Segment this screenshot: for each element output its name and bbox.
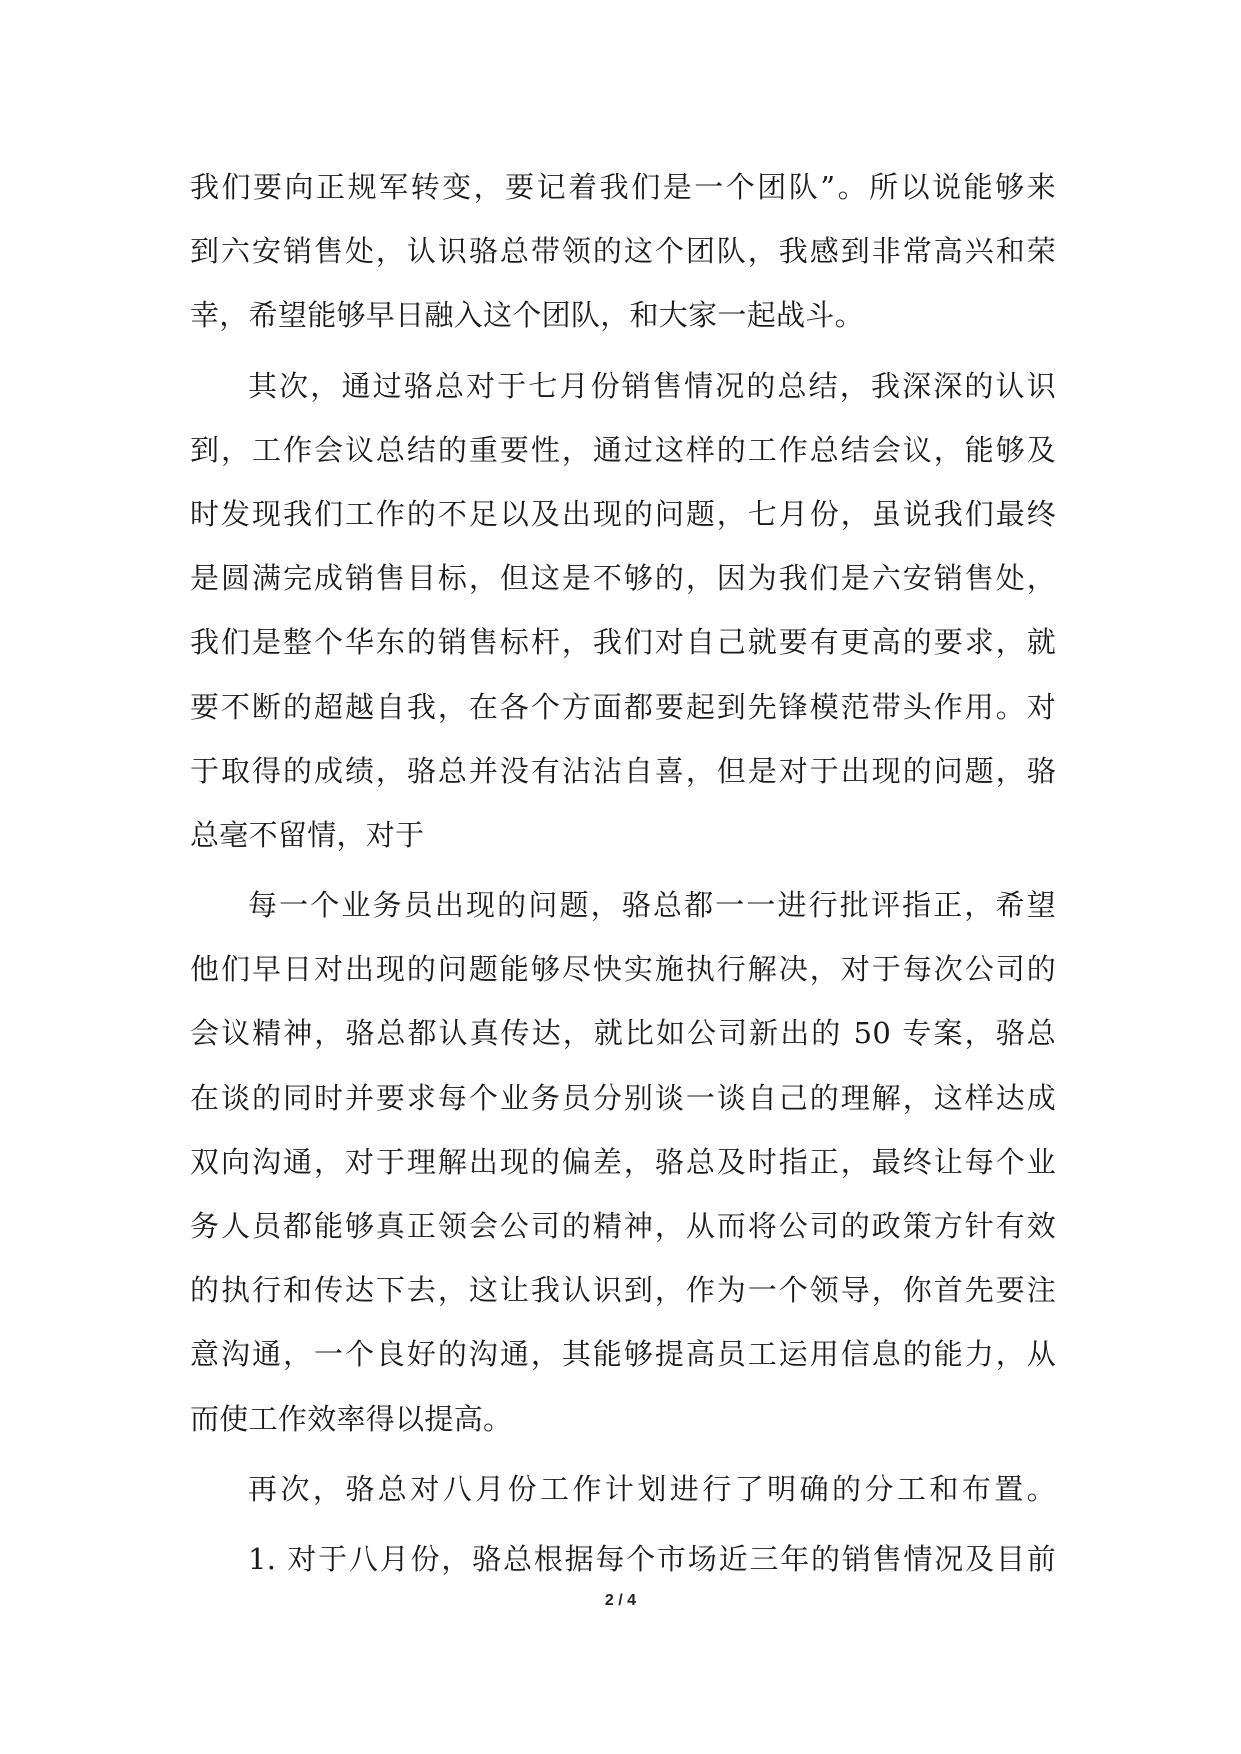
text-line: 双向沟通，对于理解出现的偏差，骆总及时指正，最终让每个业 [190, 1144, 1056, 1179]
text-line: 每一个业务员出现的问题，骆总都一一进行批评指正，希望 [248, 888, 1056, 923]
paragraph [190, 873, 1056, 1451]
text-line: 幸，希望能够早日融入这个团队，和大家一起战斗。 [190, 298, 864, 333]
text-line: 是圆满完成销售目标，但这是不够的，因为我们是六安销售处， [190, 561, 1056, 596]
page-number: 2 / 4 [604, 1592, 637, 1609]
text-line: 务人员都能够真正领会公司的精神，从而将公司的政策方针有效 [190, 1209, 1056, 1243]
text-line: 于取得的成绩，骆总并没有沾沾自喜，但是对于出现的问题，骆 [190, 753, 1056, 788]
paragraph [190, 354, 1056, 868]
text-line: 而使工作效率得以提高。 [190, 1401, 513, 1436]
paragraph [190, 155, 1056, 348]
text-line: 总毫不留情，对于 [190, 817, 425, 852]
text-line: 再次，骆总对八月份工作计划进行了明确的分工和布置。 [248, 1471, 1056, 1506]
text-line: 他们早日对出现的问题能够尽快实施执行解决，对于每次公司的 [190, 952, 1056, 987]
text-line: 我们是整个华东的销售标杆，我们对自己就要有更高的要求，就 [190, 625, 1056, 660]
text-line: 意沟通，一个良好的沟通，其能够提高员工运用信息的能力，从 [190, 1337, 1056, 1372]
paragraph [190, 1527, 1056, 1591]
paragraph [190, 1457, 1056, 1521]
text-line: 会议精神，骆总都认真传达，就比如公司新出的 50 专案，骆总 [190, 1016, 1056, 1051]
text-line: 的执行和传达下去，这让我认识到，作为一个领导，你首先要注 [190, 1273, 1056, 1308]
text-line: 1. 对于八月份，骆总根据每个市场近三年的销售情况及目前 [248, 1541, 1056, 1576]
text-line: 在谈的同时并要求每个业务员分别谈一谈自己的理解，这样达成 [190, 1080, 1056, 1115]
text-line: 要不断的超越自我，在各个方面都要起到先锋模范带头作用。对 [190, 689, 1056, 724]
text-line: 我们要向正规军转变，要记着我们是一个团队”。所以说能够来 [190, 170, 1056, 204]
text-line: 到六安销售处，认识骆总带领的这个团队，我感到非常高兴和荣 [190, 234, 1056, 269]
text-line: 其次，通过骆总对于七月份销售情况的总结，我深深的认识 [248, 368, 1056, 403]
document-body [190, 155, 1056, 1591]
text-line: 到，工作会议总结的重要性，通过这样的工作总结会议，能够及 [190, 432, 1056, 467]
text-line: 时发现我们工作的不足以及出现的问题，七月份，虽说我们最终 [190, 496, 1056, 531]
